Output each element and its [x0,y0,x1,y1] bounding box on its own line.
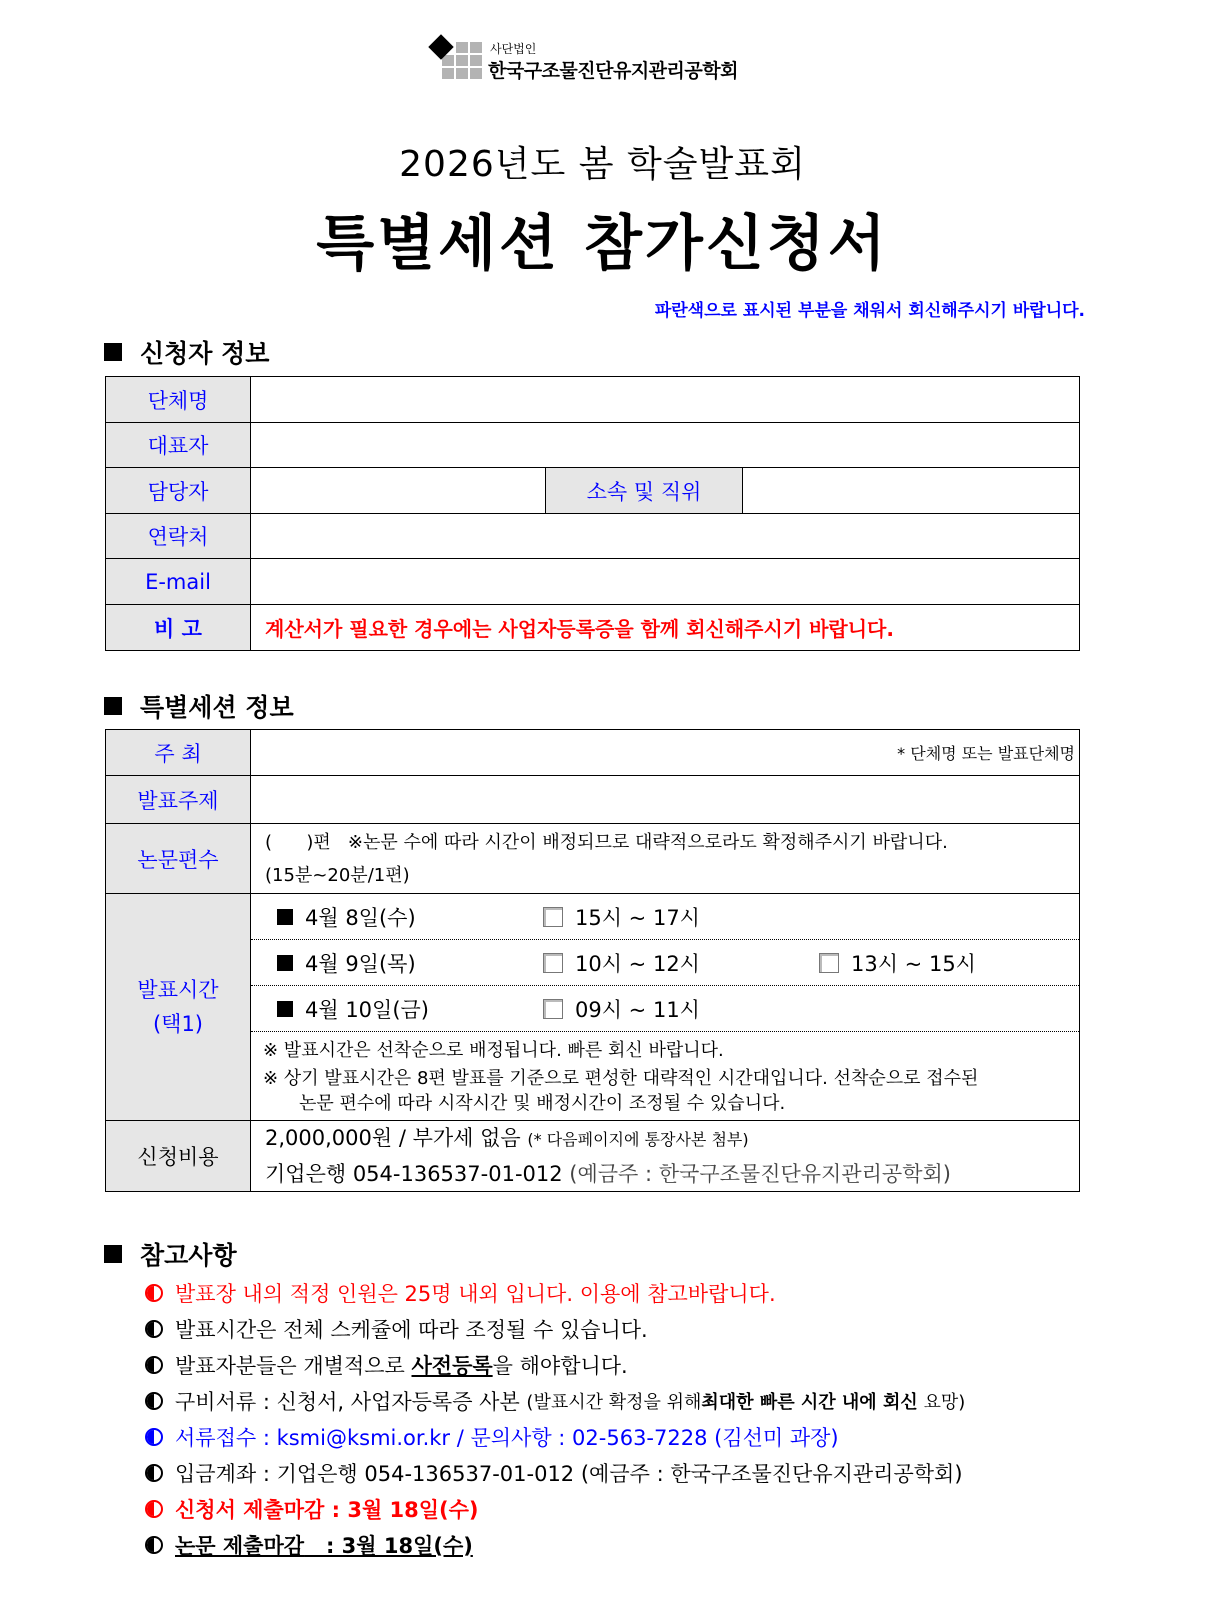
host-hint: * 단체명 또는 발표단체명 [897,744,1075,763]
note-account: 입금계좌 : 기업은행 054-136537-01-012 (예금주 : 한국구조물진단유지관리공학회) [145,1455,965,1491]
slot-option[interactable]: 09시 ~ 11시 [543,994,700,1024]
square-bullet-icon [104,697,122,715]
time-options-cell [251,894,1080,1121]
time-label-cell [106,894,251,1121]
note-capacity: 발표장 내의 적정 인원은 25명 내외 입니다. 이용에 참고바랍니다. [145,1275,965,1311]
half-circle-icon [145,1392,163,1410]
topic-label: 발표주제 [106,776,251,824]
org-field[interactable] [251,377,1080,423]
time-label: 발표시간 [137,978,219,1002]
section-applicant-heading: 신청자 정보 [104,334,269,370]
host-field[interactable] [251,730,1080,776]
half-circle-icon [145,1356,163,1374]
time-note-2: ※ 상기 발표시간은 8편 발표를 기준으로 편성한 대략적인 시간대입니다. 선착순으로 접수된 [263,1068,979,1089]
half-circle-icon [145,1428,163,1446]
time-note-2-cont: 논문 편수에 따라 시작시간 및 배정시간이 조정될 수 있습니다. [299,1093,786,1114]
date-label: 4월 9일(목) [305,951,416,976]
affil-field[interactable] [743,468,1080,514]
half-circle-icon [145,1500,163,1518]
form-title: 특별세션 참가신청서 [316,209,889,279]
half-circle-icon [145,1536,163,1554]
section-session-heading: 특별세션 정보 [104,688,294,724]
note-contact: 서류접수 : ksmi@ksmi.or.kr / 문의사항 : 02-563-7228 (김선미 과장) [145,1419,965,1455]
section-notes-heading: 참고사항 [104,1236,237,1272]
fill-instruction: 파란색으로 표시된 부분을 채워서 회신해주시기 바랍니다. [654,301,1085,321]
time-notes [251,1032,1079,1116]
email-field[interactable] [251,559,1080,605]
fee-label: 신청비용 [106,1121,251,1192]
manager-label: 담당자 [106,468,251,514]
contact-label: 연락처 [106,514,251,559]
square-bullet-icon [104,343,122,361]
affil-label: 소속 및 직위 [546,468,743,514]
note-registration: 발표자분들은 개별적으로 사전등록 을 해야합니다. [145,1347,965,1383]
fee-cell [251,1121,1080,1192]
checkbox-icon[interactable] [543,907,563,927]
email-label: E-mail [106,559,251,605]
checkbox-icon[interactable] [819,953,839,973]
checkbox-icon[interactable] [543,999,563,1019]
note-schedule: 발표시간은 전체 스케쥴에 따라 조정될 수 있습니다. [145,1311,965,1347]
fee-note: (* 다음페이지에 통장사본 첨부) [527,1130,749,1149]
slot-option[interactable]: 10시 ~ 12시 [543,948,819,978]
date-row-1 [251,894,1079,940]
bank-line [265,1157,1079,1191]
session-table [105,729,1080,1192]
papers-label: 논문편수 [106,824,251,894]
date-row-3 [251,986,1079,1032]
date-label: 4월 10일(금) [305,997,430,1022]
note-documents: 구비서류 : 신청서, 사업자등록증 사본 (발표시간 확정을 위해 최대한 빠른 시간 내에 회신 요망) [145,1383,965,1419]
half-circle-icon [145,1284,163,1302]
date-label: 4월 8일(수) [305,905,416,930]
fee-line [265,1121,1079,1157]
slot-option[interactable]: 13시 ~ 15시 [819,948,976,978]
rep-label: 대표자 [106,423,251,468]
slot-option[interactable]: 15시 ~ 17시 [543,902,700,932]
host-label: 주 최 [106,730,251,776]
papers-duration-note: (15분~20분/1편) [265,864,410,886]
remark-label: 비 고 [106,605,251,651]
society-logo [426,30,766,86]
half-circle-icon [145,1464,163,1482]
papers-field[interactable] [251,824,1080,894]
topic-field[interactable] [251,776,1080,824]
event-title: 2026년도 봄 학술발표회 [399,144,806,185]
logo-subtitle: 사단법인 [490,42,537,56]
org-label: 단체명 [106,377,251,423]
contact-field[interactable] [251,514,1080,559]
date-row-2 [251,940,1079,986]
square-bullet-icon [277,1001,293,1017]
square-bullet-icon [277,955,293,971]
note-paper-deadline: 논문 제출마감 : 3월 18일(수) [145,1527,965,1563]
fee-amount: 2,000,000원 / 부가세 없음 [265,1126,521,1150]
papers-count-line: ( )편 ※논문 수에 따라 시간이 배정되므로 대략적으로라도 확정해주시기 바랍니다. [265,831,948,853]
checkbox-icon[interactable] [543,953,563,973]
bank-account: 기업은행 054-136537-01-012 [265,1162,563,1186]
square-bullet-icon [277,909,293,925]
half-circle-icon [145,1320,163,1338]
rep-field[interactable] [251,423,1080,468]
manager-field[interactable] [251,468,546,514]
square-bullet-icon [104,1245,122,1263]
note-application-deadline: 신청서 제출마감 : 3월 18일(수) [145,1491,965,1527]
time-note-1: ※ 발표시간은 선착순으로 배정됩니다. 빠른 회신 바랍니다. [263,1040,724,1061]
logo-name: 한국구조물진단유지관리공학회 [488,60,738,82]
bank-holder: (예금주 : 한국구조물진단유지관리공학회) [569,1162,951,1186]
time-label-choose: (택1) [152,1012,204,1036]
remark-text: 계산서가 필요한 경우에는 사업자등록증을 함께 회신해주시기 바랍니다. [251,605,1080,651]
applicant-table [105,376,1080,651]
reference-notes [145,1275,965,1563]
